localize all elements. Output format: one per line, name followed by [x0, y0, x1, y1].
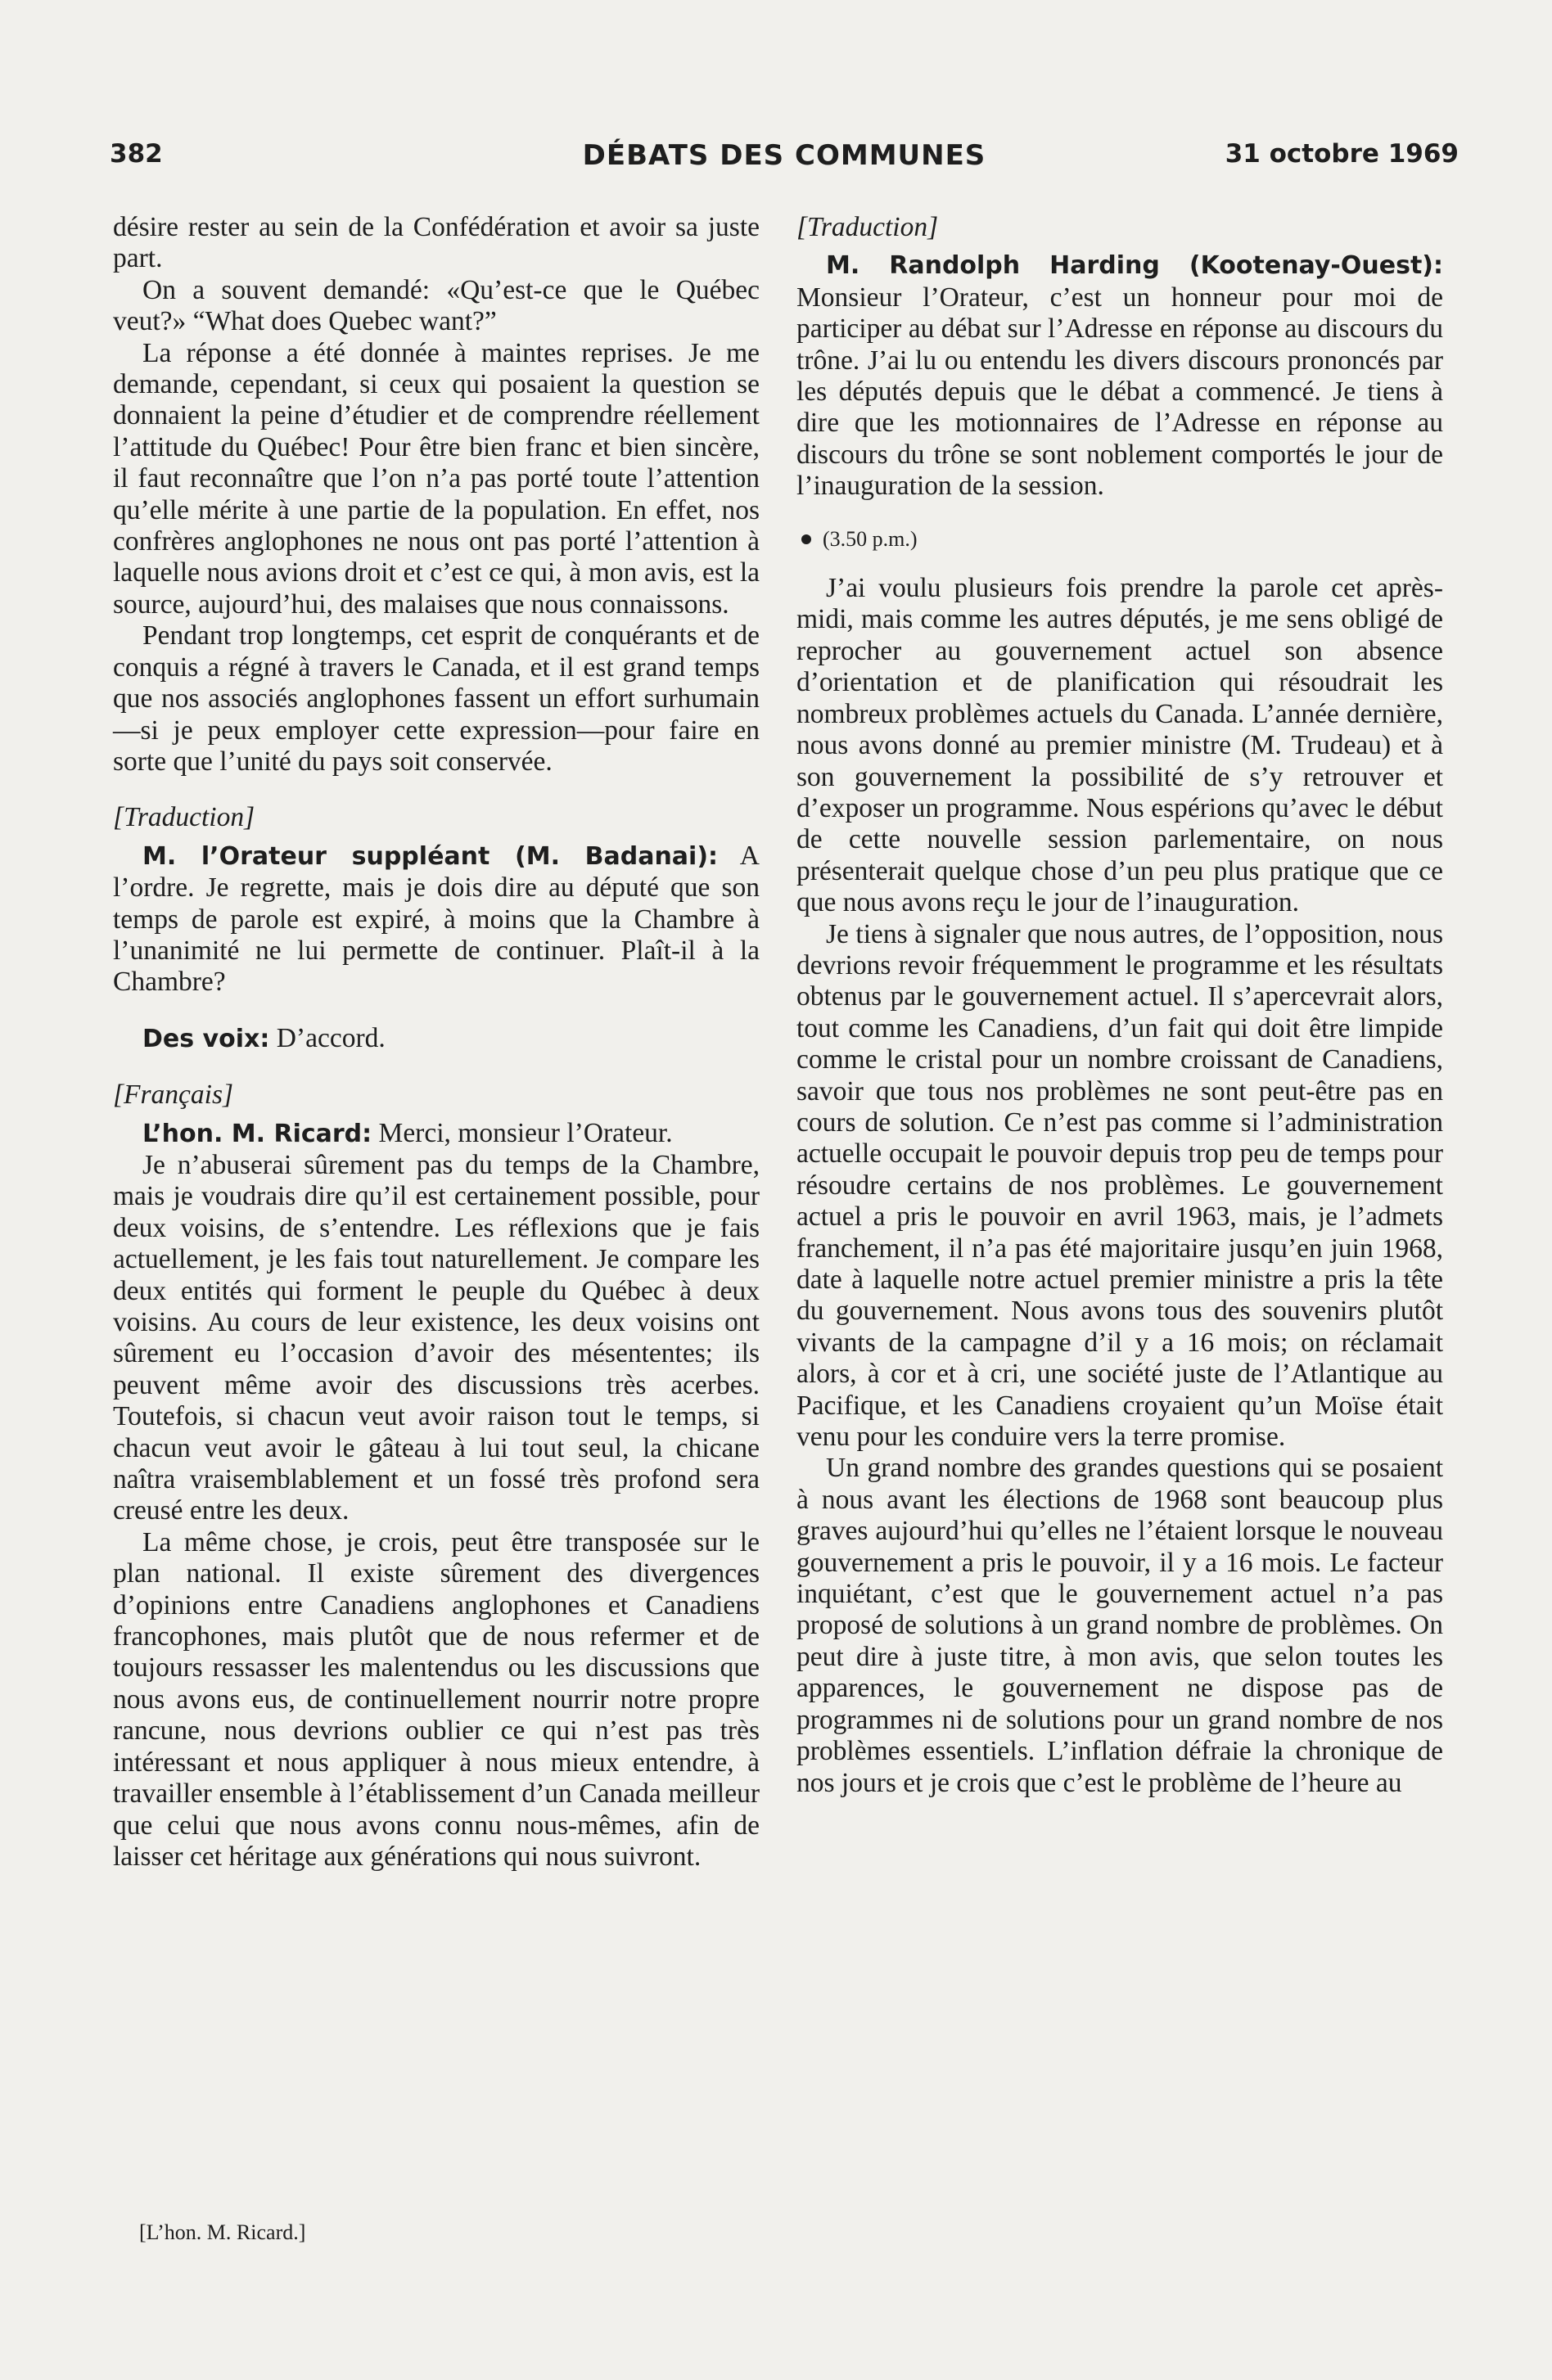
- paragraph: Pendant trop longtemps, cet esprit de conquérants et de conquis a régné à travers le Canada, et il est grand temps que nos associés anglophones fassent un effort surhumain—si je peux employer cette expression—pour faire en sorte que l’unité du pays soit conservée.: [113, 620, 760, 777]
- speech-text: Monsieur l’Orateur, c’est un honneur pour moi de participer au débat sur l’Adresse en réponse au discours du trône. J’ai lu ou entendu les divers discours prononcés par les députés depuis que le débat a commencé. Je tiens à dire que les motionnaires de l’Adresse en réponse au discours du trône se sont noblement comportés le jour de l’inauguration de la session.: [796, 282, 1443, 502]
- paragraph: J’ai voulu plusieurs fois prendre la parole cet après-midi, mais comme les autres députés, je me sens obligé de reprocher au gouvernement actuel son absence d’orientation et de planification qui résoudrait les nombreux problèmes actuels du Canada. L’année dernière, nous avons donné au premier ministre (M. Trudeau) et à son gouvernement la possibilité de s’y retrouver et d’exposer un programme. Nous espérions qu’avec le début de cette nouvelle session parlementaire, on nous présenterait quelque chose d’un peu plus pratique que ce que nous avons reçu le jour de l’inauguration.: [796, 573, 1443, 918]
- paragraph: Je tiens à signaler que nous autres, de l’opposition, nous devrions revoir fréquemment le programme et les résultats obtenus par le gouvernement actuel. Il s’apercevrait alors, tout comme les Canadiens, d’un fait qui doit être limpide comme le cristal pour un nombre croissant de Canadiens, savoir que tous nos problèmes ne sont peut-être pas en cours de solution. Ce n’est pas comme si l’administration actuelle occupait le pouvoir depuis trop peu de temps pour résoudre certains de nos problèmes. Le gouvernement actuel a pris le pouvoir en avril 1963, mais, je l’admets franchement, il n’a pas été majoritaire jusqu’en juin 1968, date à laquelle notre actuel premier ministre a pris la tête du gouvernement. Nous avons tous des souvenirs plutôt vivants de la campagne d’il y a 16 mois; on réclamait alors, à cor et à cri, une société juste de l’Atlantique au Pacifique, et les Canadiens croyaient qu’un Moïse était venu pour les conduire vers la terre promise.: [796, 918, 1443, 1453]
- speaker-name: Des voix:: [142, 1024, 270, 1053]
- paragraph: La réponse a été donnée à maintes reprises. Je me demande, cependant, si ceux qui posaient la question se donnaient la peine d’étudier et de comprendre réellement l’attitude du Québec! Pour être bien franc et bien sincère, il faut reconnaître que l’on n’a pas porté toute l’attention qu’elle mérite à une partie de la population. En effet, nos confrères anglophones ne nous ont pas porté l’attention à laquelle nous avions droit et c’est ce qui, à mon avis, est la source, aujourd’hui, des malaises que nous connaissons.: [113, 337, 760, 620]
- speaker-reference: [L’hon. M. Ricard.]: [139, 2220, 306, 2244]
- page-header: [110, 139, 1459, 188]
- paragraph: Un grand nombre des grandes questions qui se posaient à nous avant les élections de 1968 sont beaucoup plus graves aujourd’hui qu’elles ne l’étaient lorsque le nouveau gouvernement a pris le pouvoir, il y a 16 mois. Le facteur inquiétant, c’est que le gouvernement actuel n’a pas proposé de solutions à un grand nombre de problèmes. On peut dire à juste titre, à mon avis, que selon toutes les apparences, le gouvernement ne dispose pas de programmes ni de solutions pour un grand nombre de nos problèmes essentiels. L’inflation défraie la chronique de nos jours et je crois que c’est le problème de l’heure au: [796, 1453, 1443, 1798]
- speech-text: Merci, monsieur l’Orateur.: [372, 1117, 673, 1148]
- page-date: 31 octobre 1969: [1225, 139, 1459, 169]
- paragraph: désire rester au sein de la Confédération et avoir sa juste part.: [113, 212, 760, 274]
- page-number: 382: [110, 139, 163, 169]
- page-title: DÉBATS DES COMMUNES: [582, 139, 986, 172]
- speech-text: A l’ordre. Je regrette, mais je dois dire au député que son temps de parole est expiré, à moins que la Chambre à l’unanimité ne lui permette de continuer. Plaît-il à la Chambre?: [113, 840, 760, 998]
- bullet-icon: [801, 534, 811, 544]
- time-marker: [796, 524, 1443, 555]
- speaker-name: M. l’Orateur suppléant (M. Badanai):: [142, 841, 719, 871]
- right-column: [796, 212, 1443, 1799]
- speaker-name: L’hon. M. Ricard:: [142, 1119, 372, 1148]
- section-label: [Traduction]: [796, 212, 939, 242]
- speech: [113, 1023, 760, 1055]
- speech-text: D’accord.: [269, 1022, 386, 1053]
- speech: [113, 1118, 760, 1150]
- section-label: [Traduction]: [113, 802, 255, 833]
- speaker-name: M. Randolph Harding (Kootenay-Ouest):: [826, 251, 1443, 281]
- paragraph: On a souvent demandé: «Qu’est-ce que le Québec veut?» “What does Quebec want?”: [113, 274, 760, 337]
- speech: [113, 841, 760, 998]
- time-stamp: (3.50 p.m.): [823, 526, 918, 551]
- paragraph: Je n’abuserai sûrement pas du temps de la Chambre, mais je voudrais dire qu’il est certainement possible, pour deux voisins, de s’entendre. Les réflexions que je fais actuellement, je les fais tout naturellement. Je compare les deux entités qui forment le peuple du Québec à deux voisins. Au cours de leur existence, les deux voisins ont sûrement eu l’occasion d’avoir des mésententes; ils peuvent même avoir des discussions très acerbes. Toutefois, si chacun veut avoir raison tout le temps, si chacun veut avoir le gâteau à lui tout seul, la chicane naîtra vraisemblablement et un fossé très profond sera creusé entre les deux.: [113, 1149, 760, 1526]
- speech: [796, 250, 1443, 502]
- paragraph: La même chose, je crois, peut être transposée sur le plan national. Il existe sûrement des divergences d’opinions entre Canadiens anglophones et Canadiens francophones, mais plutôt que de nous refermer et de toujours ressasser les malentendus ou les discussions que nous avons eus, de continuellement nourrir notre propre rancune, nous devrions oublier ce qui n’est pas très intéressant et nous appliquer à nous mieux entendre, à travailler ensemble à l’établissement d’un Canada meilleur que celui que nous avons connu nous-mêmes, afin de laisser cet héritage aux générations qui nous suivront.: [113, 1526, 760, 1872]
- left-column: [113, 212, 760, 1873]
- section-label: [Français]: [113, 1080, 234, 1111]
